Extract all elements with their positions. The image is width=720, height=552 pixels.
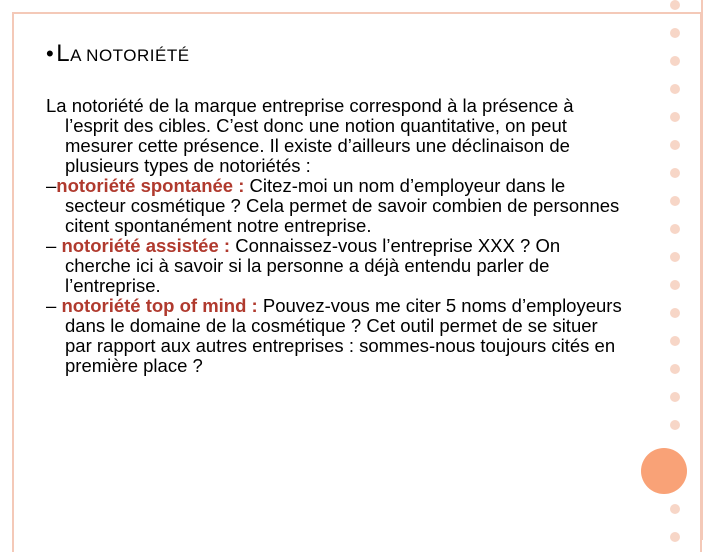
decorative-dot bbox=[670, 364, 680, 374]
decorative-dot bbox=[670, 168, 680, 178]
item-term: notoriété top of mind : bbox=[61, 295, 258, 316]
list-item-top-of-mind bbox=[46, 296, 624, 376]
item-prefix: – bbox=[46, 235, 62, 256]
decorative-dot bbox=[670, 252, 680, 262]
decorative-dot bbox=[670, 56, 680, 66]
intro-paragraph: La notoriété de la marque entreprise correspond à la présence à l’esprit des cibles. C’est donc une notion quantitative, on peut mesurer cette présence. Il existe d’ailleurs une déclinaison de plusieurs types de notoriétés : bbox=[46, 95, 574, 176]
item-text: Connaissez-vous l’entreprise XXX ? On cherche ici à savoir si la personne a déjà entendu parler de l’entreprise. bbox=[65, 235, 561, 296]
item-term: notoriété assistée : bbox=[61, 235, 231, 256]
decorative-dot bbox=[670, 224, 680, 234]
decorative-dot bbox=[670, 28, 680, 38]
decorative-dot bbox=[670, 140, 680, 150]
title-rest: A NOTORIÉTÉ bbox=[70, 46, 190, 65]
decorative-dot bbox=[670, 196, 680, 206]
item-prefix: – bbox=[46, 295, 62, 316]
accent-circle bbox=[641, 448, 687, 494]
decorative-dot bbox=[670, 336, 680, 346]
decorative-dot bbox=[670, 308, 680, 318]
decorative-dot bbox=[670, 532, 680, 542]
title-bullet: • bbox=[46, 41, 55, 66]
slide-title bbox=[46, 40, 190, 68]
item-prefix: – bbox=[46, 175, 57, 196]
decorative-line bbox=[701, 0, 703, 540]
decorative-dot bbox=[670, 0, 680, 10]
title-first-letter: L bbox=[56, 40, 71, 67]
decorative-dot bbox=[670, 420, 680, 430]
decorative-dot bbox=[670, 280, 680, 290]
item-term: notoriété spontanée : bbox=[56, 175, 245, 196]
item-text: Citez-moi un nom d’employeur dans le secteur cosmétique ? Cela permet de savoir combien de personnes citent spontanément notre entreprise. bbox=[65, 175, 620, 236]
decorative-dot bbox=[670, 112, 680, 122]
list-item-spontanee bbox=[46, 176, 624, 236]
decorative-dot bbox=[670, 504, 680, 514]
list-item-assistee bbox=[46, 236, 624, 296]
slide-body bbox=[46, 96, 624, 376]
decorative-dot bbox=[670, 84, 680, 94]
decorative-dot bbox=[670, 392, 680, 402]
item-text: Pouvez-vous me citer 5 noms d’employeurs dans le domaine de la cosmétique ? Cet outil permet de se situer par rapport aux autres entreprises : sommes-nous toujours cités en première place ? bbox=[65, 295, 622, 376]
